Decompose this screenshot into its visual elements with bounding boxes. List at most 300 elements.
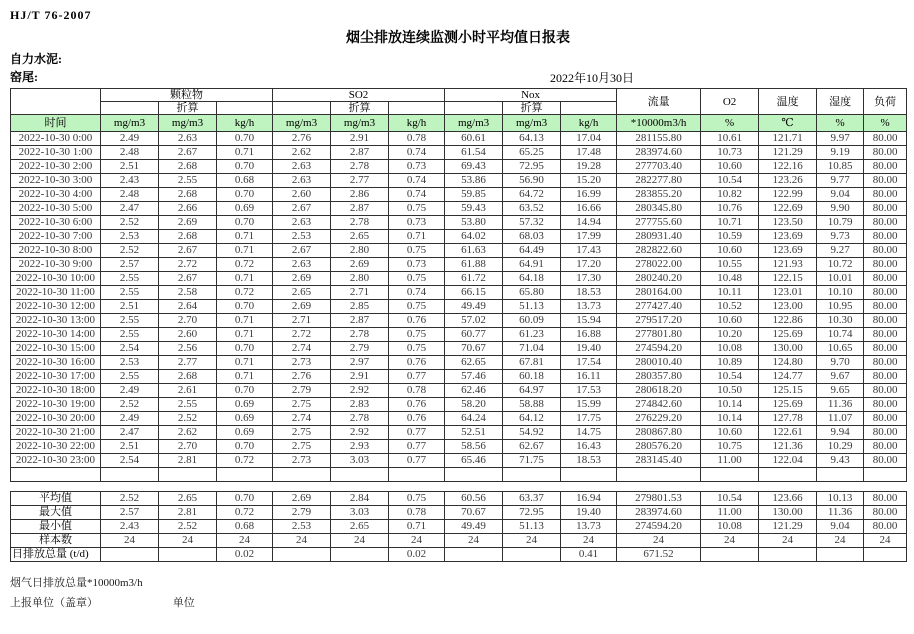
summary-value-cell: 0.78 <box>389 506 445 520</box>
value-cell: 11.36 <box>817 398 864 412</box>
value-cell: 62.65 <box>445 356 503 370</box>
value-cell: 2.49 <box>101 384 159 398</box>
value-cell: 10.14 <box>701 398 759 412</box>
empty-cell <box>445 468 503 482</box>
table-row <box>11 384 907 398</box>
value-cell: 2.52 <box>159 412 217 426</box>
value-cell: 0.76 <box>389 356 445 370</box>
value-cell: 16.99 <box>561 188 617 202</box>
value-cell: 0.71 <box>217 328 273 342</box>
summary-value-cell: 2.84 <box>331 492 389 506</box>
value-cell: 60.61 <box>445 132 503 146</box>
value-cell: 2.78 <box>331 412 389 426</box>
value-cell: 0.70 <box>217 132 273 146</box>
value-cell: 10.55 <box>701 258 759 272</box>
standard-code: HJ/T 76-2007 <box>10 8 92 22</box>
value-cell: 17.75 <box>561 412 617 426</box>
value-cell: 280345.80 <box>617 202 701 216</box>
value-cell: 281155.80 <box>617 132 701 146</box>
value-cell: 9.43 <box>817 454 864 468</box>
value-cell: 53.86 <box>445 174 503 188</box>
value-cell: 2.72 <box>159 258 217 272</box>
table-row <box>11 300 907 314</box>
value-cell: 9.94 <box>817 426 864 440</box>
summary-value-cell: 63.37 <box>503 492 561 506</box>
value-cell: 122.99 <box>759 188 817 202</box>
group-nox: Nox <box>445 89 617 102</box>
value-cell: 2.56 <box>159 342 217 356</box>
time-cell: 2022-10-30 16:00 <box>11 356 101 370</box>
group-so2: SO2 <box>273 89 445 102</box>
value-cell: 69.43 <box>445 160 503 174</box>
value-cell: 10.60 <box>701 426 759 440</box>
value-cell: 2.55 <box>101 286 159 300</box>
value-cell: 65.80 <box>503 286 561 300</box>
value-cell: 80.00 <box>864 328 907 342</box>
empty-cell <box>331 468 389 482</box>
col-load: 负荷 <box>864 89 907 115</box>
value-cell: 0.68 <box>217 174 273 188</box>
value-cell: 65.46 <box>445 454 503 468</box>
value-cell: 80.00 <box>864 244 907 258</box>
summary-value-cell: 24 <box>331 534 389 548</box>
time-cell: 2022-10-30 19:00 <box>11 398 101 412</box>
summary-value-cell: 80.00 <box>864 506 907 520</box>
value-cell: 2.53 <box>101 230 159 244</box>
value-cell: 283855.20 <box>617 188 701 202</box>
value-cell: 80.00 <box>864 216 907 230</box>
value-cell: 10.74 <box>817 328 864 342</box>
value-cell: 18.53 <box>561 286 617 300</box>
summary-value-cell: 70.67 <box>445 506 503 520</box>
value-cell: 123.69 <box>759 230 817 244</box>
value-cell: 123.69 <box>759 244 817 258</box>
table-row <box>11 160 907 174</box>
value-cell: 0.77 <box>389 440 445 454</box>
value-cell: 0.74 <box>389 188 445 202</box>
value-cell: 67.81 <box>503 356 561 370</box>
summary-value-cell: 3.03 <box>331 506 389 520</box>
summary-value-cell: 0.68 <box>217 520 273 534</box>
value-cell: 19.28 <box>561 160 617 174</box>
value-cell: 10.61 <box>701 132 759 146</box>
summary-value-cell: 49.49 <box>445 520 503 534</box>
value-cell: 0.69 <box>217 202 273 216</box>
summary-value-cell: 121.29 <box>759 520 817 534</box>
summary-value-cell: 0.02 <box>217 548 273 562</box>
unit-header: ℃ <box>759 115 817 132</box>
time-cell: 2022-10-30 4:00 <box>11 188 101 202</box>
empty-cell <box>273 468 331 482</box>
value-cell: 122.61 <box>759 426 817 440</box>
empty-cell <box>864 468 907 482</box>
value-cell: 10.71 <box>701 216 759 230</box>
value-cell: 71.75 <box>503 454 561 468</box>
summary-value-cell: 2.53 <box>273 520 331 534</box>
table-row <box>11 258 907 272</box>
value-cell: 283145.40 <box>617 454 701 468</box>
value-cell: 9.67 <box>817 370 864 384</box>
spacer-cell <box>101 102 159 115</box>
summary-value-cell: 2.69 <box>273 492 331 506</box>
unit-header: mg/m3 <box>331 115 389 132</box>
summary-value-cell: 0.75 <box>389 492 445 506</box>
value-cell: 2.60 <box>159 328 217 342</box>
value-cell: 9.77 <box>817 174 864 188</box>
value-cell: 0.76 <box>389 398 445 412</box>
summary-value-cell: 24 <box>864 534 907 548</box>
summary-value-cell: 24 <box>389 534 445 548</box>
value-cell: 80.00 <box>864 188 907 202</box>
table-row <box>11 370 907 384</box>
value-cell: 0.71 <box>217 272 273 286</box>
value-cell: 71.04 <box>503 342 561 356</box>
value-cell: 277801.80 <box>617 328 701 342</box>
value-cell: 277427.40 <box>617 300 701 314</box>
value-cell: 61.72 <box>445 272 503 286</box>
value-cell: 121.71 <box>759 132 817 146</box>
value-cell: 61.23 <box>503 328 561 342</box>
value-cell: 54.92 <box>503 426 561 440</box>
value-cell: 0.70 <box>217 440 273 454</box>
value-cell: 58.56 <box>445 440 503 454</box>
spacer-cell <box>445 102 503 115</box>
value-cell: 59.85 <box>445 188 503 202</box>
value-cell: 61.54 <box>445 146 503 160</box>
value-cell: 276229.20 <box>617 412 701 426</box>
summary-value-cell: 123.66 <box>759 492 817 506</box>
value-cell: 19.40 <box>561 342 617 356</box>
value-cell: 80.00 <box>864 398 907 412</box>
value-cell: 10.01 <box>817 272 864 286</box>
summary-value-cell <box>701 548 759 562</box>
time-cell: 2022-10-30 7:00 <box>11 230 101 244</box>
value-cell: 2.78 <box>331 160 389 174</box>
value-cell: 280576.20 <box>617 440 701 454</box>
summary-value-cell: 24 <box>159 534 217 548</box>
value-cell: 59.43 <box>445 202 503 216</box>
value-cell: 280357.80 <box>617 370 701 384</box>
value-cell: 10.10 <box>817 286 864 300</box>
summary-value-cell: 24 <box>273 534 331 548</box>
table-row <box>11 426 907 440</box>
empty-cell <box>159 468 217 482</box>
value-cell: 2.75 <box>273 440 331 454</box>
time-cell: 2022-10-30 0:00 <box>11 132 101 146</box>
summary-value-cell: 80.00 <box>864 520 907 534</box>
time-header: 时间 <box>11 115 101 132</box>
unit-header: % <box>701 115 759 132</box>
value-cell: 0.69 <box>217 426 273 440</box>
value-cell: 2.71 <box>331 286 389 300</box>
col-flow: 流量 <box>617 89 701 115</box>
value-cell: 10.54 <box>701 370 759 384</box>
value-cell: 14.75 <box>561 426 617 440</box>
value-cell: 2.68 <box>159 230 217 244</box>
value-cell: 2.55 <box>159 174 217 188</box>
converted-label: 折算 <box>331 102 389 115</box>
value-cell: 2.57 <box>101 258 159 272</box>
summary-row <box>11 506 907 520</box>
time-cell: 2022-10-30 3:00 <box>11 174 101 188</box>
value-cell: 10.73 <box>701 146 759 160</box>
value-cell: 0.70 <box>217 300 273 314</box>
value-cell: 2.73 <box>273 454 331 468</box>
value-cell: 0.76 <box>389 412 445 426</box>
value-cell: 10.76 <box>701 202 759 216</box>
unit-header: mg/m3 <box>101 115 159 132</box>
value-cell: 2.87 <box>331 314 389 328</box>
value-cell: 10.29 <box>817 440 864 454</box>
summary-value-cell <box>331 548 389 562</box>
value-cell: 2.76 <box>273 132 331 146</box>
value-cell: 0.71 <box>217 370 273 384</box>
summary-value-cell: 274594.20 <box>617 520 701 534</box>
unit-header: mg/m3 <box>503 115 561 132</box>
value-cell: 123.00 <box>759 300 817 314</box>
value-cell: 2.55 <box>101 272 159 286</box>
summary-value-cell: 11.36 <box>817 506 864 520</box>
value-cell: 2.65 <box>273 286 331 300</box>
value-cell: 2.66 <box>159 202 217 216</box>
value-cell: 2.69 <box>273 272 331 286</box>
value-cell: 0.77 <box>389 370 445 384</box>
unit-header: % <box>864 115 907 132</box>
time-header-spacer <box>11 89 101 115</box>
value-cell: 0.69 <box>217 398 273 412</box>
col-humidity: 湿度 <box>817 89 864 115</box>
table-row <box>11 132 907 146</box>
value-cell: 10.52 <box>701 300 759 314</box>
value-cell: 60.77 <box>445 328 503 342</box>
value-cell: 68.03 <box>503 230 561 244</box>
value-cell: 2.65 <box>331 230 389 244</box>
value-cell: 10.08 <box>701 342 759 356</box>
value-cell: 2.54 <box>101 342 159 356</box>
summary-value-cell: 10.13 <box>817 492 864 506</box>
table-row <box>11 272 907 286</box>
value-cell: 0.72 <box>217 454 273 468</box>
value-cell: 2.76 <box>273 370 331 384</box>
value-cell: 64.49 <box>503 244 561 258</box>
value-cell: 80.00 <box>864 160 907 174</box>
value-cell: 122.16 <box>759 160 817 174</box>
empty-cell <box>817 468 864 482</box>
value-cell: 16.66 <box>561 202 617 216</box>
value-cell: 72.95 <box>503 160 561 174</box>
value-cell: 0.74 <box>389 286 445 300</box>
value-cell: 2.49 <box>101 412 159 426</box>
unit-header: mg/m3 <box>273 115 331 132</box>
empty-row <box>11 468 907 482</box>
value-cell: 62.46 <box>445 384 503 398</box>
value-cell: 2.87 <box>331 202 389 216</box>
summary-value-cell: 24 <box>817 534 864 548</box>
value-cell: 18.53 <box>561 454 617 468</box>
unit-header: mg/m3 <box>445 115 503 132</box>
company-label: 自力水泥: <box>10 52 62 66</box>
table-row <box>11 454 907 468</box>
table-row <box>11 356 907 370</box>
value-cell: 2.68 <box>159 370 217 384</box>
table-row <box>11 146 907 160</box>
value-cell: 0.75 <box>389 342 445 356</box>
col-temperature: 温度 <box>759 89 817 115</box>
summary-value-cell: 2.52 <box>159 520 217 534</box>
summary-label: 日排放总量 (t/d) <box>11 548 101 562</box>
value-cell: 64.13 <box>503 132 561 146</box>
value-cell: 9.65 <box>817 384 864 398</box>
value-cell: 2.51 <box>101 440 159 454</box>
value-cell: 2.53 <box>273 230 331 244</box>
value-cell: 2.67 <box>159 244 217 258</box>
group-particulate: 颗粒物 <box>101 89 273 102</box>
value-cell: 0.71 <box>217 230 273 244</box>
value-cell: 51.13 <box>503 300 561 314</box>
value-cell: 80.00 <box>864 454 907 468</box>
time-cell: 2022-10-30 1:00 <box>11 146 101 160</box>
table-row <box>11 202 907 216</box>
value-cell: 17.20 <box>561 258 617 272</box>
site-label: 窑尾: <box>10 70 38 84</box>
value-cell: 279517.20 <box>617 314 701 328</box>
value-cell: 2.81 <box>159 454 217 468</box>
unit-header: % <box>817 115 864 132</box>
value-cell: 2.60 <box>273 188 331 202</box>
value-cell: 16.43 <box>561 440 617 454</box>
value-cell: 122.15 <box>759 272 817 286</box>
flue-gas-total-note: 烟气日排放总量*10000m3/h <box>10 577 143 589</box>
empty-cell <box>561 468 617 482</box>
value-cell: 2.52 <box>101 244 159 258</box>
time-cell: 2022-10-30 5:00 <box>11 202 101 216</box>
time-cell: 2022-10-30 14:00 <box>11 328 101 342</box>
value-cell: 80.00 <box>864 174 907 188</box>
value-cell: 10.75 <box>701 440 759 454</box>
time-cell: 2022-10-30 6:00 <box>11 216 101 230</box>
table-row <box>11 328 907 342</box>
value-cell: 2.69 <box>273 300 331 314</box>
value-cell: 2.68 <box>159 160 217 174</box>
summary-value-cell: 2.57 <box>101 506 159 520</box>
value-cell: 2.73 <box>273 356 331 370</box>
value-cell: 64.12 <box>503 412 561 426</box>
table-row <box>11 398 907 412</box>
summary-value-cell: 24 <box>101 534 159 548</box>
value-cell: 80.00 <box>864 202 907 216</box>
value-cell: 9.73 <box>817 230 864 244</box>
summary-value-cell: 2.79 <box>273 506 331 520</box>
value-cell: 17.53 <box>561 384 617 398</box>
value-cell: 2.86 <box>331 188 389 202</box>
value-cell: 2.68 <box>159 188 217 202</box>
time-cell: 2022-10-30 13:00 <box>11 314 101 328</box>
summary-value-cell: 24 <box>701 534 759 548</box>
value-cell: 9.70 <box>817 356 864 370</box>
value-cell: 2.67 <box>159 272 217 286</box>
value-cell: 2.54 <box>101 454 159 468</box>
value-cell: 2.52 <box>101 398 159 412</box>
value-cell: 2.79 <box>331 342 389 356</box>
value-cell: 0.71 <box>217 146 273 160</box>
value-cell: 9.97 <box>817 132 864 146</box>
value-cell: 2.75 <box>273 398 331 412</box>
value-cell: 124.77 <box>759 370 817 384</box>
value-cell: 16.88 <box>561 328 617 342</box>
value-cell: 0.70 <box>217 216 273 230</box>
value-cell: 122.04 <box>759 454 817 468</box>
summary-table-body <box>11 492 907 562</box>
value-cell: 280867.80 <box>617 426 701 440</box>
summary-value-cell: 2.65 <box>159 492 217 506</box>
value-cell: 66.15 <box>445 286 503 300</box>
value-cell: 274842.60 <box>617 398 701 412</box>
value-cell: 2.77 <box>159 356 217 370</box>
value-cell: 80.00 <box>864 412 907 426</box>
summary-value-cell <box>273 548 331 562</box>
value-cell: 280931.40 <box>617 230 701 244</box>
summary-value-cell: 24 <box>217 534 273 548</box>
value-cell: 121.29 <box>759 146 817 160</box>
value-cell: 2.51 <box>101 300 159 314</box>
value-cell: 283974.60 <box>617 146 701 160</box>
value-cell: 80.00 <box>864 342 907 356</box>
value-cell: 0.73 <box>389 258 445 272</box>
summary-value-cell: 0.02 <box>389 548 445 562</box>
value-cell: 80.00 <box>864 426 907 440</box>
value-cell: 60.18 <box>503 370 561 384</box>
summary-value-cell: 10.54 <box>701 492 759 506</box>
value-cell: 80.00 <box>864 314 907 328</box>
summary-value-cell: 16.94 <box>561 492 617 506</box>
value-cell: 2.85 <box>331 300 389 314</box>
value-cell: 280240.20 <box>617 272 701 286</box>
time-cell: 2022-10-30 20:00 <box>11 412 101 426</box>
value-cell: 2.91 <box>331 370 389 384</box>
summary-value-cell <box>817 548 864 562</box>
value-cell: 57.32 <box>503 216 561 230</box>
value-cell: 121.93 <box>759 258 817 272</box>
value-cell: 10.54 <box>701 174 759 188</box>
value-cell: 0.70 <box>217 384 273 398</box>
value-cell: 17.54 <box>561 356 617 370</box>
value-cell: 0.76 <box>389 314 445 328</box>
unit-header: kg/h <box>389 115 445 132</box>
summary-value-cell: 130.00 <box>759 506 817 520</box>
value-cell: 0.74 <box>389 146 445 160</box>
value-cell: 64.02 <box>445 230 503 244</box>
value-cell: 57.02 <box>445 314 503 328</box>
value-cell: 0.73 <box>389 160 445 174</box>
summary-value-cell: 72.95 <box>503 506 561 520</box>
value-cell: 80.00 <box>864 132 907 146</box>
value-cell: 0.69 <box>217 412 273 426</box>
value-cell: 2.92 <box>331 426 389 440</box>
value-cell: 2.63 <box>159 132 217 146</box>
value-cell: 127.78 <box>759 412 817 426</box>
value-cell: 0.77 <box>389 426 445 440</box>
empty-cell <box>503 468 561 482</box>
value-cell: 17.99 <box>561 230 617 244</box>
summary-row <box>11 520 907 534</box>
value-cell: 64.91 <box>503 258 561 272</box>
value-cell: 278022.00 <box>617 258 701 272</box>
value-cell: 124.80 <box>759 356 817 370</box>
footer-row <box>10 594 906 610</box>
reporting-unit-label: 上报单位（盖章） <box>10 597 98 609</box>
value-cell: 2.72 <box>273 328 331 342</box>
value-cell: 58.20 <box>445 398 503 412</box>
